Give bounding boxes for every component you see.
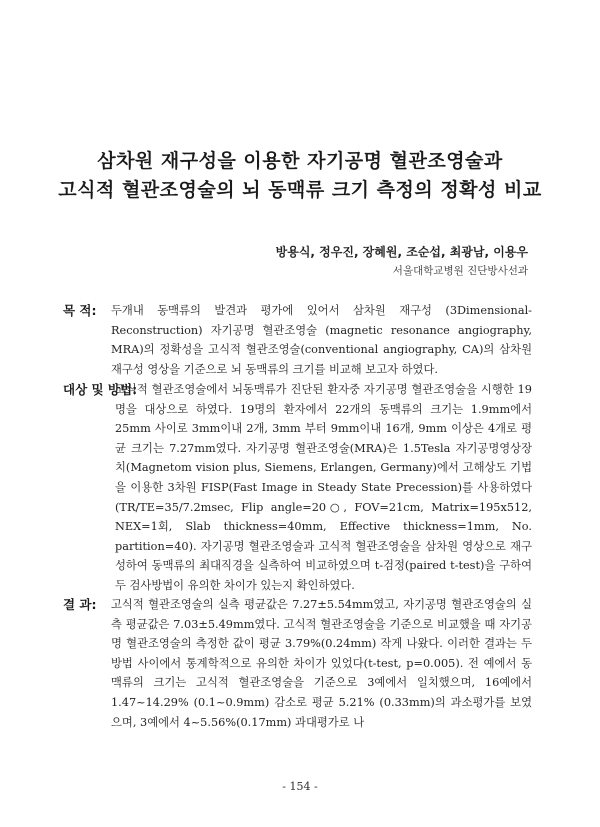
section-purpose-text: 두개내 동맥류의 발견과 평가에 있어서 삼차원 재구성 (3Dimensional-Reconstruction) 자기공명 혈관조영술 (magnetic resonance angiography, MRA)의 정확성을 고식적 혈관조영술(conventional angiography, CA)의 삼차원 재구성 영상을 기준으로 뇌 동맥류의 크기를 비교해 보고자 하였다. (111, 304, 532, 376)
section-methods-label: 대상 및 방법: (63, 382, 138, 397)
author-list: 방용식, 정우진, 장혜원, 조순섭, 최광남, 이용우 (275, 245, 528, 259)
section-purpose-label: 목 적: (63, 303, 97, 318)
paper-title-line-2: 고식적 혈관조영술의 뇌 동맥류 크기 측정의 정확성 비교 (58, 179, 542, 201)
section-results-text: 고식적 혈관조영술의 실측 평균값은 7.27±5.54mm였고, 자기공명 혈관조영술의 실측 평균값은 7.03±5.49mm였다. 고식적 혈관조영술을 기준으로 비교했을 때 자기공명 혈관조영술의 측정한 값이 평균 3.79%(0.24mm) 작게 나왔다. 이러한 결과는 두 방법 사이에서 통계학적으로 유의한 차이가 있었다(t-test, p=0.005). 전 예에서 동맥류의 크기는 고식적 혈관조영술을 기준으로 3예에서 일치했으며, 16예에서 1.47~14.29% (0.1~0.9mm) 감소로 평균 5.21% (0.33mm)의 과소평가를 보였으며, 3예에서 4~5.56%(0.17mm) 과대평가로 나 (111, 598, 532, 729)
paper-title-line-1: 삼차원 재구성을 이용한 자기공명 혈관조영술과 (97, 150, 503, 172)
section-methods-text: 고식적 혈관조영술에서 뇌동맥류가 진단된 환자중 자기공명 혈관조영술을 시행한 19명을 대상으로 하였다. 19명의 환자에서 22개의 동맥류의 크기는 1.9mm에서 25mm 사이로 3mm이내 2개, 3mm 부터 9mm이내 16개, 9mm 이상은 4개로 평균 크기는 7.27mm였다. 자기공명 혈관조영술(MRA)은 1.5Tesla 자기공명영상장치(Magnetom vision plus, Siemens, Erlangen, Germany)에서 고해상도 기법을 이용한 3차원 FISP(Fast Image in Steady State Precession)를 사용하였다(TR/TE=35/7.2msec, Flip angle=20○, FOV=21cm, Matrix=195x512, NEX=1회, Slab thickness=40mm, Effective thickness=1mm, No. partition=40). 자기공명 혈관조영술과 고식적 혈관조영술을 삼차원 영상으로 재구성하여 동맥류의 최대직경을 실측하여 비교하였으며 t-검정(paired t-test)을 구하여 두 검사방법이 유의한 차이가 있는지 확인하였다. (115, 383, 532, 592)
page-number: - 154 - (282, 780, 318, 793)
affiliation: 서울대학교병원 진단방사선과 (392, 265, 528, 277)
section-results-label: 결 과: (63, 597, 97, 612)
